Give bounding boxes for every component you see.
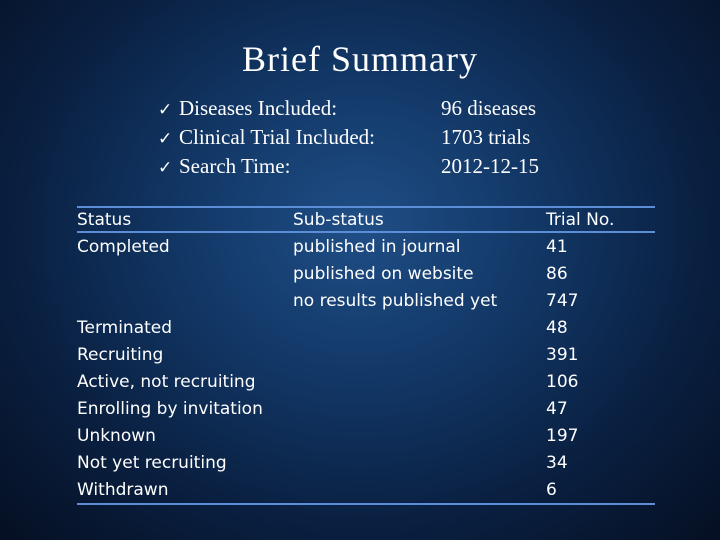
cell-trial-no: 34 xyxy=(546,452,568,473)
table-row xyxy=(77,314,655,341)
slide-title: Brief Summary xyxy=(242,39,478,79)
table-row xyxy=(77,260,655,287)
cell-trial-no: 391 xyxy=(546,344,579,365)
table-row xyxy=(77,395,655,422)
summary-bullets xyxy=(158,96,598,183)
cell-trial-no: 86 xyxy=(546,263,568,284)
checkmark-icon: ✓ xyxy=(158,100,173,120)
table-header xyxy=(77,206,655,233)
cell-trial-no: 747 xyxy=(546,290,579,311)
bullet-value: 96 diseases xyxy=(441,96,537,120)
cell-status: Withdrawn xyxy=(77,479,169,500)
table-row xyxy=(77,368,655,395)
cell-trial-no: 41 xyxy=(546,236,568,257)
cell-status: Completed xyxy=(77,236,170,257)
cell-trial-no: 197 xyxy=(546,425,579,446)
table-row xyxy=(77,476,655,505)
bullet-label: Diseases Included: xyxy=(179,96,338,120)
bullet-value: 2012-12-15 xyxy=(441,154,539,178)
header-status: Status xyxy=(77,209,132,230)
cell-trial-no: 6 xyxy=(546,479,557,500)
cell-substatus: published in journal xyxy=(293,236,461,257)
trial-status-table xyxy=(77,206,655,505)
bullet-value: 1703 trials xyxy=(441,125,531,149)
cell-status: Active, not recruiting xyxy=(77,371,256,392)
cell-status: Not yet recruiting xyxy=(77,452,227,473)
checkmark-icon: ✓ xyxy=(158,129,173,149)
bullet-label: Clinical Trial Included: xyxy=(179,125,375,149)
table-row xyxy=(77,287,655,314)
cell-status: Terminated xyxy=(77,317,173,338)
table-row xyxy=(77,422,655,449)
table-row xyxy=(77,341,655,368)
table-row xyxy=(77,449,655,476)
cell-trial-no: 48 xyxy=(546,317,568,338)
header-trial-no: Trial No. xyxy=(546,209,615,230)
cell-status: Enrolling by invitation xyxy=(77,398,263,419)
bullet-label: Search Time: xyxy=(179,154,291,178)
cell-substatus: no results published yet xyxy=(293,290,498,311)
checkmark-icon: ✓ xyxy=(158,158,173,178)
cell-trial-no: 47 xyxy=(546,398,568,419)
cell-trial-no: 106 xyxy=(546,371,579,392)
header-substatus: Sub-status xyxy=(293,209,384,230)
cell-status: Recruiting xyxy=(77,344,164,365)
cell-substatus: published on website xyxy=(293,263,474,284)
bullet-search-time xyxy=(158,154,598,183)
bullet-trials xyxy=(158,125,598,154)
bullet-diseases xyxy=(158,96,598,125)
cell-status: Unknown xyxy=(77,425,156,446)
table-row xyxy=(77,233,655,260)
